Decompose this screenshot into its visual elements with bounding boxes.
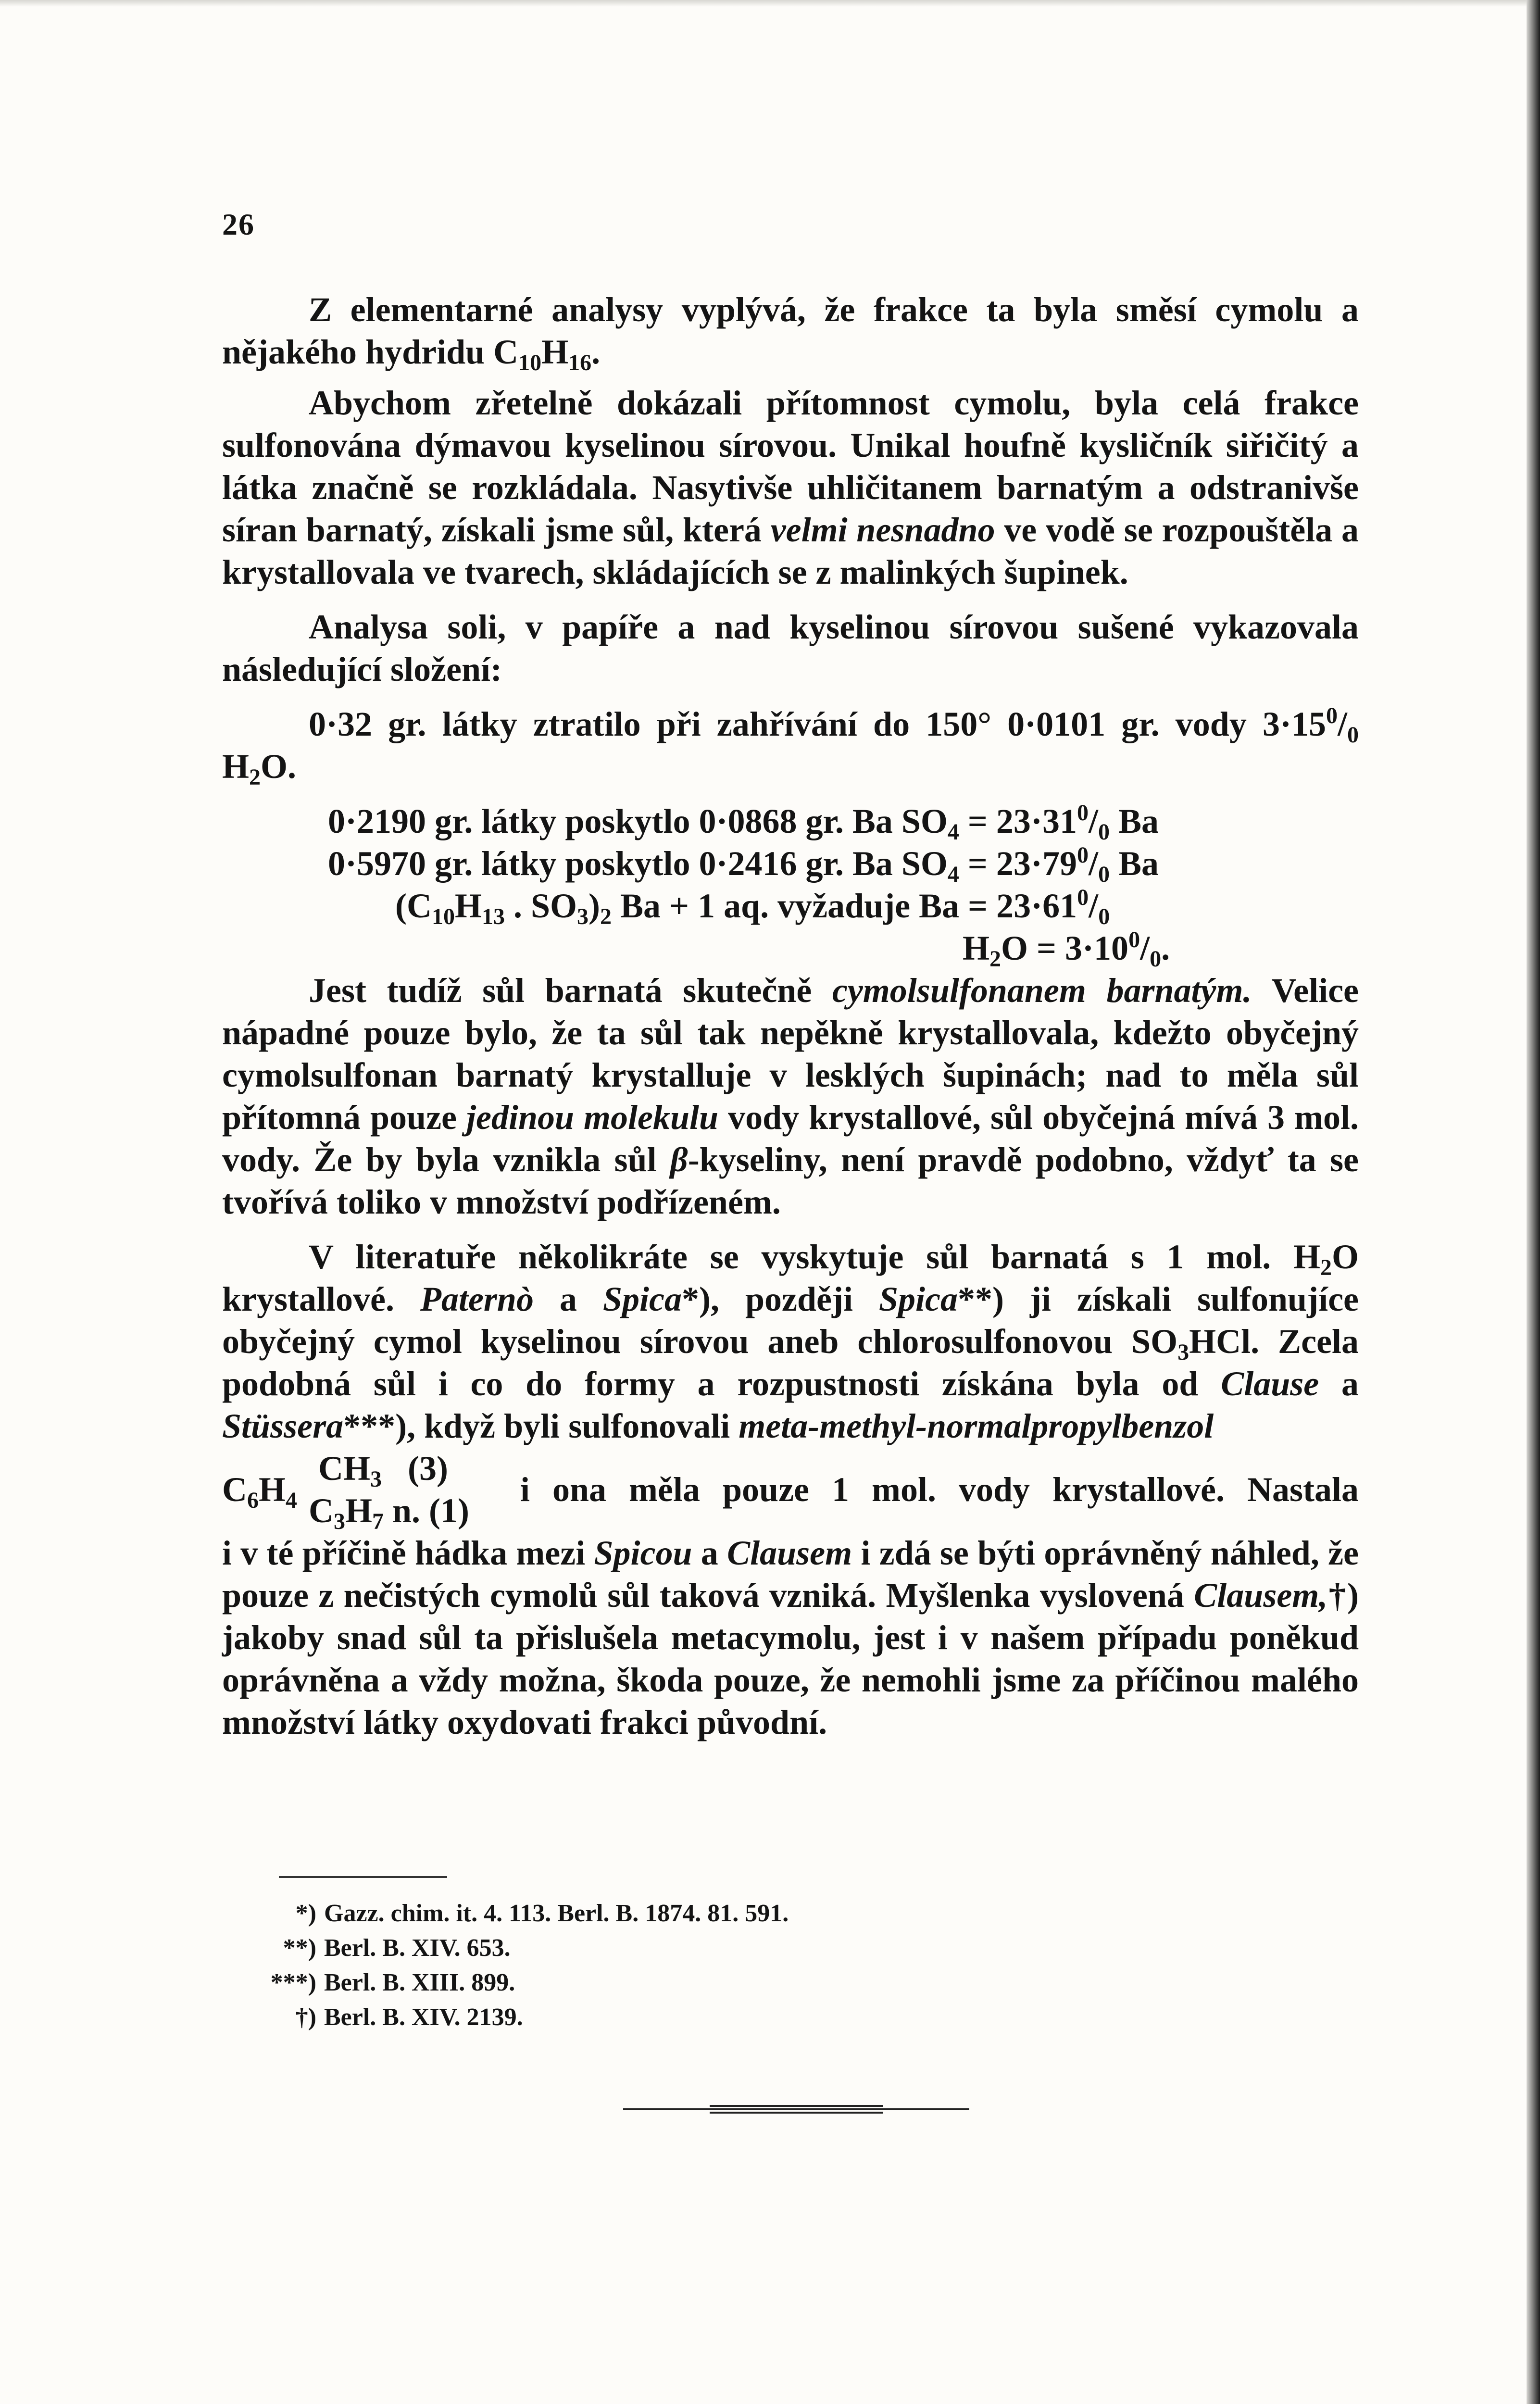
measurement-2: 0·2190 gr. látky poskytlo 0·0868 gr. Ba $SO_4 = 23\cdot 31^0/_0$ Ba [328,800,1159,845]
footnote-ref-1[interactable]: *) [682,1280,711,1318]
footnote-separator [279,1876,447,1878]
measurement-3: 0·5970 gr. látky poskytlo 0·2416 gr. Ba $SO_4 = 23\cdot 79^0/_0$ Ba [328,842,1159,887]
chemical-formula-line: $C_6H_4$ $CH_3$ (3) $C_3H_7$ n. (1) i ona měla pouze 1 mol. vody krystallové. Nastala [222,1447,1359,1532]
measurement-formula-requirement: ($C_{10}H_{13}$ . $SO_3)_2$ Ba + 1 aq. vyžaduje $Ba = 23\cdot 61^0/_0$ [395,885,1110,929]
footnote-ref-2[interactable]: **) [957,1280,1004,1318]
footnote-3: ***) Berl. B. XIII. 899. [270,1969,515,1996]
footnotes [260,1896,1125,2035]
measurement-block [222,800,1359,972]
paragraph-2: Abychom zřetelně dokázali přítomnost cymolu, byla celá frakce sulfonována dýmavou kyselinou sírovou. Unikal houfně kysličník siřičitý a látka značně se rozkládala. Nasytivše uhličitanem barnatým a odstranivše síran barnatý, získali jsme sůl, která velmi nesnadno ve vodě se rozpouštěla a krystallovala ve tvarech, skládajících se z malinkých šupinek. [222,384,1359,591]
footnote-ref-4[interactable]: †) [1327,1576,1359,1615]
footnote-ref-3[interactable]: ***) [343,1407,407,1445]
footnote-1: *) Gazz. chim. it. 4. 113. Berl. B. 1874. 81. 591. [295,1900,789,1927]
footnote-4: †) Berl. B. XIV. 2139. [295,2003,523,2031]
paragraph-3: Analysa soli, v papíře a nad kyselinou sírovou sušené vykazovala následující složení: [222,608,1359,689]
measurement-1: 0·32 gr. látky ztratilo při zahřívání do 150° 0·0101 gr. vody $3\cdot 15^0/_0$ $H_2O$. [222,703,1359,790]
paragraph-5: V literatuře několikráte se vyskytuje sůl barnatá s 1 mol. $H_2O$ krystallové. Paternò a Spica*), později Spica**) ji získali sulfonujíce obyčejný cymol kyselinou sírovou aneb chlorosulfonovou $SO_3HCl$. Zcela podobná sůl i co do formy a rozpustnosti získána byla od Clause a Stüssera***), když byli sulfonovali meta-methyl-normalpropylbenzol [222,1238,1359,1445]
end-of-chapter-ornament [623,2104,969,2115]
footnote-2: **) Berl. B. XIV. 653. [283,1934,511,1962]
paragraph-6: i v té příčině hádka mezi Spicou a Clausem i zdá se býti oprávněný náhled, že pouze z nečistých cymolů sůl taková vzniká. Myšlenka vyslovená Clausem,†) jakoby snad sůl ta přislušela metacymolu, jest i v našem případu poněkud oprávněna a vždy možna, škoda pouze, že nemohli jsme za příčinou malého množství látky oxydovati frakci původní. [222,1534,1359,1741]
page-edge-shadow-top [0,0,1540,7]
paragraph-1: Z elementarné analysy vyplývá, že frakce ta byla směsí cymolu a nějakého hydridu $C_{10}H_{16}$. [222,290,1359,376]
body-text [222,288,1359,1743]
substituent-stack: $CH_3$ (3) $C_3H_7$ n. (1) [309,1449,470,1534]
page-edge-shadow-right [1527,0,1540,2404]
measurement-water-requirement: $H_2O = 3\cdot 10^0/_0$. [963,927,1170,972]
paragraph-4: Jest tudíž sůl barnatá skutečně cymolsulfonanem barnatým. Velice nápadné pouze bylo, že ta sůl tak nepěkně krystallovala, kdežto obyčejný cymolsulfonan barnatý krystalluje v lesklých šupinách; nad to měla sůl přítomná pouze jedinou molekulu vody krystallové, sůl obyčejná mívá 3 mol. vody. Že by byla vznikla sůl β-kyseliny, není pravdě podobno, vždyť ta se tvořívá toliko v množství podřízeném. [222,971,1359,1221]
page-number: 26 [222,207,255,241]
